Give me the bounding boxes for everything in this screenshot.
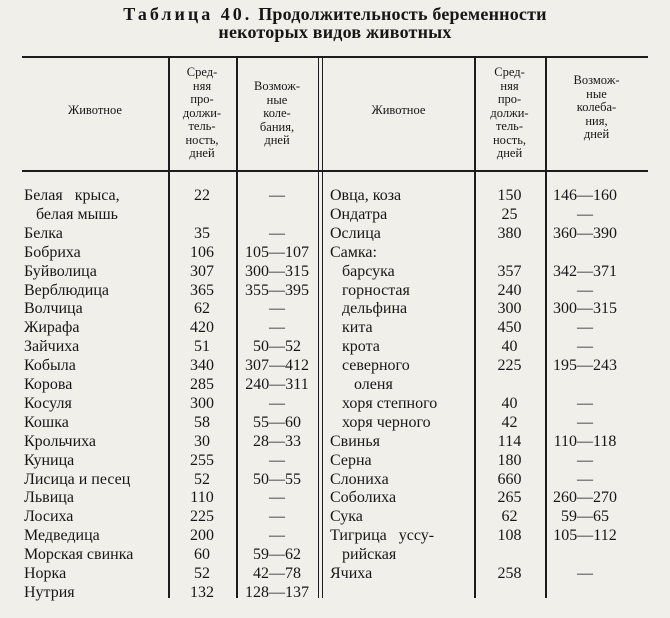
possible-range: — (577, 281, 593, 299)
animal-name: Львица (24, 489, 74, 507)
possible-range: 300—315 (553, 300, 617, 318)
avg-duration: 30 (194, 432, 210, 450)
possible-range: — (269, 187, 285, 204)
avg-duration: 42 (501, 413, 518, 431)
possible-range: — (577, 470, 593, 488)
animal-name: горностая (330, 281, 410, 299)
animal-name: Норка (24, 565, 67, 582)
avg-duration: 357 (497, 262, 522, 280)
animal-name: Жирафа (24, 319, 80, 337)
table-title-line1: Продолжительность беременности (258, 4, 547, 24)
possible-range: 105—112 (553, 527, 617, 545)
avg-duration: 25 (501, 205, 518, 223)
header-possible-range-right: Возмож- ные колеба- ния, дней (573, 73, 620, 141)
possible-range: — (269, 527, 285, 545)
animal-name: Слониха (330, 470, 389, 488)
animal-name: барсука (330, 262, 395, 280)
avg-duration: 108 (497, 527, 522, 545)
avg-duration: 255 (190, 451, 214, 469)
possible-range: — (269, 224, 285, 242)
header-animal: Животное (68, 103, 122, 117)
possible-range: 50—55 (253, 470, 301, 488)
animal-name: Ослица (330, 224, 381, 242)
animal-name: Нутрия (24, 583, 75, 601)
possible-range: — (269, 451, 285, 469)
animal-name: Лисица и песец (24, 470, 131, 488)
avg-duration: 22 (194, 187, 210, 204)
possible-range: 55—60 (253, 413, 301, 431)
avg-duration: 106 (190, 243, 214, 261)
possible-range: 260—270 (553, 489, 617, 507)
animal-name: Волчица (24, 300, 83, 318)
animal-name: Кошка (24, 413, 69, 431)
animal-name: белая мышь (24, 205, 118, 223)
possible-range: — (577, 319, 593, 337)
table-number: Таблица 40. (123, 4, 253, 24)
animal-name: Кобыла (24, 357, 76, 375)
avg-duration: 51 (194, 338, 210, 356)
table-title-line2: некоторых видов животных (218, 22, 452, 42)
avg-duration: 307 (190, 262, 214, 280)
possible-range: — (577, 451, 593, 469)
avg-duration: 420 (190, 319, 214, 337)
avg-duration: 340 (190, 357, 214, 375)
avg-duration: 265 (497, 489, 522, 507)
animal-name: Белка (24, 224, 63, 242)
avg-duration: 180 (497, 451, 522, 469)
avg-duration: 40 (501, 394, 518, 412)
avg-duration: 225 (497, 357, 522, 375)
avg-duration: 58 (194, 413, 210, 431)
avg-duration: 62 (194, 300, 210, 318)
animal-name: оленя (330, 376, 393, 393)
animal-name: рийская (330, 546, 397, 564)
animal-name: Тигрица уссу- (330, 527, 435, 545)
possible-range: — (577, 565, 593, 582)
animal-name: Бобриха (24, 243, 81, 261)
animal-name: Косуля (24, 394, 72, 412)
animal-name: Лосиха (24, 508, 74, 526)
avg-duration: 380 (497, 224, 522, 242)
animal-name: Медведица (24, 527, 100, 545)
header-possible-range: Возмож- ные коле- бания, дней (254, 79, 300, 147)
avg-duration: 132 (190, 583, 214, 601)
avg-duration: 40 (501, 338, 518, 356)
table-top-rule (22, 56, 648, 58)
animal-name: Сука (330, 508, 363, 526)
possible-range: — (577, 413, 593, 431)
animal-name: Буйволица (24, 262, 97, 280)
possible-range: — (269, 319, 285, 337)
possible-range: 342—371 (553, 262, 617, 280)
animal-name: Ячиха (330, 565, 373, 582)
header-avg-duration: Сред- няя про- должи- тель- ность, дней (182, 65, 222, 160)
animal-name: Ондатра (330, 205, 388, 223)
header-animal-right: Животное (371, 103, 426, 117)
animal-name: кита (330, 319, 373, 337)
avg-duration: 240 (497, 281, 522, 299)
possible-range: 240—311 (245, 376, 309, 393)
avg-duration: 300 (497, 300, 522, 318)
possible-range: 146—160 (553, 187, 617, 204)
possible-range: 300—315 (245, 262, 309, 280)
avg-duration: 225 (190, 508, 214, 526)
avg-duration: 300 (190, 394, 214, 412)
avg-duration: 450 (497, 319, 522, 337)
possible-range: 59—65 (561, 508, 609, 526)
avg-duration: 285 (190, 376, 214, 393)
animal-name: Белая крыса, (24, 187, 120, 204)
possible-range: 307—412 (245, 357, 309, 375)
possible-range: 128—137 (245, 583, 309, 601)
animal-name: крота (330, 338, 380, 356)
avg-duration: 52 (194, 470, 210, 488)
possible-range: — (269, 394, 285, 412)
avg-duration: 52 (194, 565, 210, 582)
possible-range: — (269, 508, 285, 526)
possible-range: 195—243 (553, 357, 617, 375)
animal-name: Соболиха (330, 489, 397, 507)
possible-range: — (269, 489, 285, 507)
avg-duration: 110 (190, 489, 214, 507)
animal-name: Крольчиха (24, 432, 97, 450)
animal-name: северного (330, 357, 410, 375)
avg-duration: 150 (497, 187, 522, 204)
animal-name: Куница (24, 451, 75, 469)
animal-name: дельфина (330, 300, 408, 318)
possible-range: 110—118 (553, 432, 617, 450)
animal-name: Морская свинка (24, 546, 134, 564)
animal-name: Самка: (330, 243, 377, 261)
possible-range: — (577, 394, 593, 412)
avg-duration: 35 (194, 224, 210, 242)
avg-duration: 60 (194, 546, 210, 564)
table-title (0, 4, 670, 24)
animal-name: Серна (330, 451, 372, 469)
avg-duration: 62 (501, 508, 518, 526)
middle-divider (318, 57, 319, 598)
middle-divider (322, 57, 323, 598)
possible-range: — (577, 338, 593, 356)
possible-range: — (577, 205, 593, 223)
avg-duration: 114 (497, 432, 522, 450)
animal-name: Овца, коза (330, 187, 402, 204)
possible-range: 360—390 (553, 224, 617, 242)
animal-name: хоря степного (330, 394, 438, 412)
avg-duration: 660 (497, 470, 522, 488)
possible-range: 355—395 (245, 281, 309, 299)
animal-name: Зайчиха (24, 338, 80, 356)
possible-range: 105—107 (245, 243, 309, 261)
animal-name: хоря черного (330, 413, 431, 431)
animal-name: Корова (24, 376, 73, 393)
header-bottom-rule (22, 170, 648, 172)
possible-range: 28—33 (253, 432, 301, 450)
animal-name: Свинья (330, 432, 381, 450)
avg-duration: 258 (497, 565, 522, 582)
possible-range: 50—52 (253, 338, 301, 356)
animal-name: Верблюдица (24, 281, 110, 299)
possible-range: — (269, 300, 285, 318)
header-avg-duration-right: Сред- няя про- должи- тель- ность, дней (490, 65, 529, 160)
possible-range: 42—78 (253, 565, 301, 582)
avg-duration: 365 (190, 281, 214, 299)
avg-duration: 200 (190, 527, 214, 545)
possible-range: 59—62 (253, 546, 301, 564)
